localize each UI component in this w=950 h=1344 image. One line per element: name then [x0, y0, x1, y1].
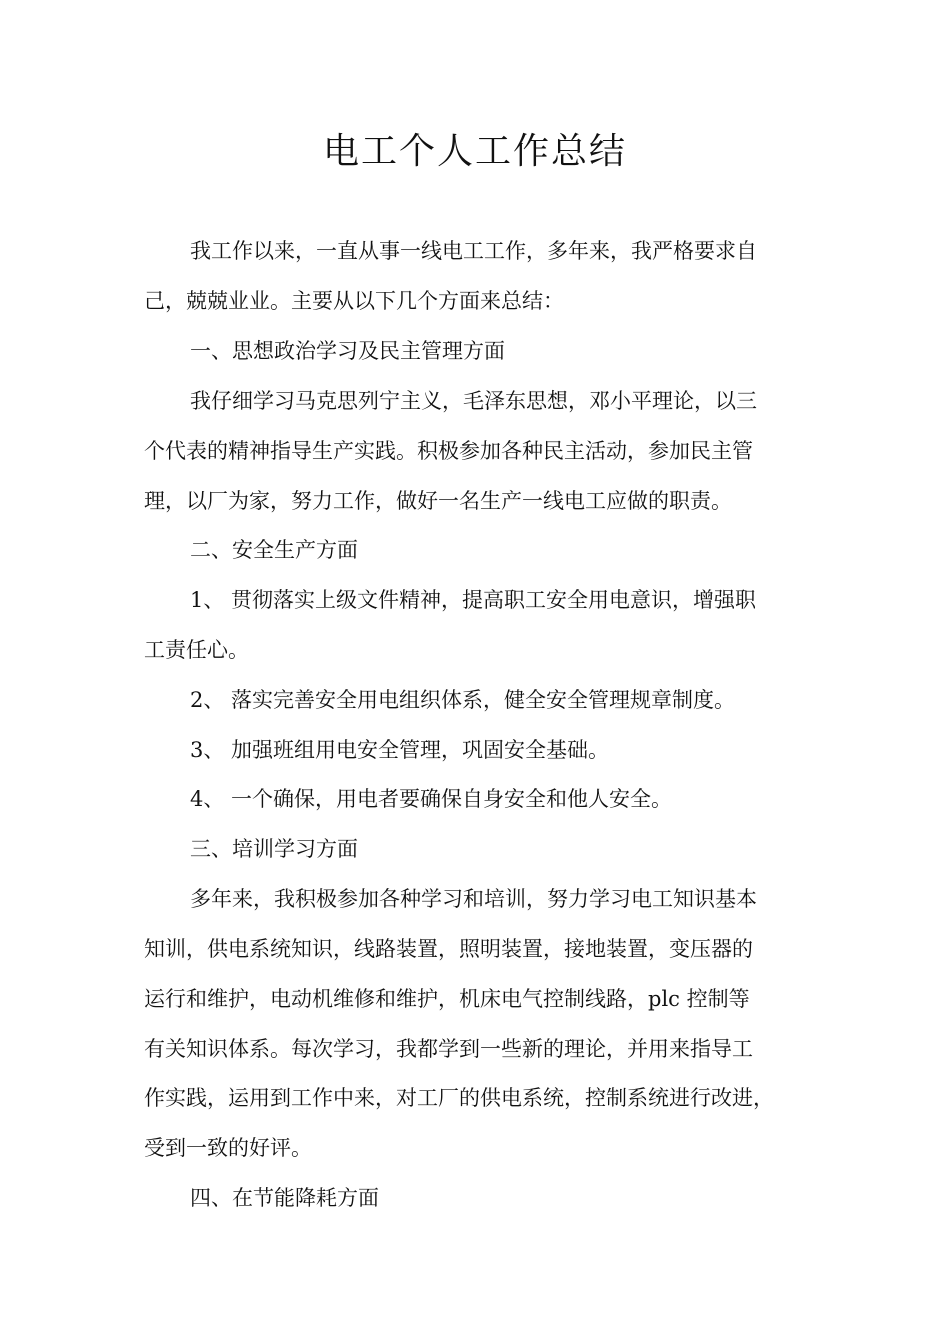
paragraph-line: 有关知识体系。每次学习，我都学到一些新的理论，并用来指导工: [144, 1037, 753, 1061]
paragraph-line: 理，以厂为家，努力工作，做好一名生产一线电工应做的职责。: [144, 489, 732, 513]
paragraph-line: 知训，供电系统知识，线路装置，照明装置，接地装置，变压器的: [144, 937, 753, 961]
list-item-continuation: 工责任心。: [144, 638, 249, 662]
paragraph-line: 作实践，运用到工作中来，对工厂的供电系统，控制系统进行改进，: [144, 1086, 774, 1110]
section-heading: 三、培训学习方面: [190, 837, 358, 861]
list-item: 4、 一个确保，用电者要确保自身安全和他人安全。: [190, 787, 673, 811]
section-heading: 二、安全生产方面: [190, 538, 358, 562]
section-heading: 一、思想政治学习及民主管理方面: [190, 339, 505, 363]
list-item: 3、 加强班组用电安全管理，巩固安全基础。: [190, 738, 610, 762]
list-item: 1、 贯彻落实上级文件精神，提高职工安全用电意识，增强职: [190, 588, 757, 612]
paragraph-line: 受到一致的好评。: [144, 1136, 312, 1160]
paragraph-line: 运行和维护，电动机维修和维护，机床电气控制线路，plc 控制等: [144, 987, 750, 1011]
page-title: 电工个人工作总结: [322, 131, 627, 172]
paragraph-line: 我工作以来，一直从事一线电工工作，多年来，我严格要求自: [190, 239, 757, 263]
paragraph-line: 己，兢兢业业。主要从以下几个方面来总结：: [144, 289, 564, 313]
paragraph-line: 个代表的精神指导生产实践。积极参加各种民主活动，参加民主管: [144, 439, 753, 463]
paragraph-line: 多年来，我积极参加各种学习和培训，努力学习电工知识基本: [190, 887, 757, 911]
section-heading: 四、在节能降耗方面: [190, 1186, 379, 1210]
list-item: 2、 落实完善安全用电组织体系，健全安全管理规章制度。: [190, 688, 736, 712]
paragraph-line: 我仔细学习马克思列宁主义，毛泽东思想，邓小平理论，以三: [190, 389, 757, 413]
